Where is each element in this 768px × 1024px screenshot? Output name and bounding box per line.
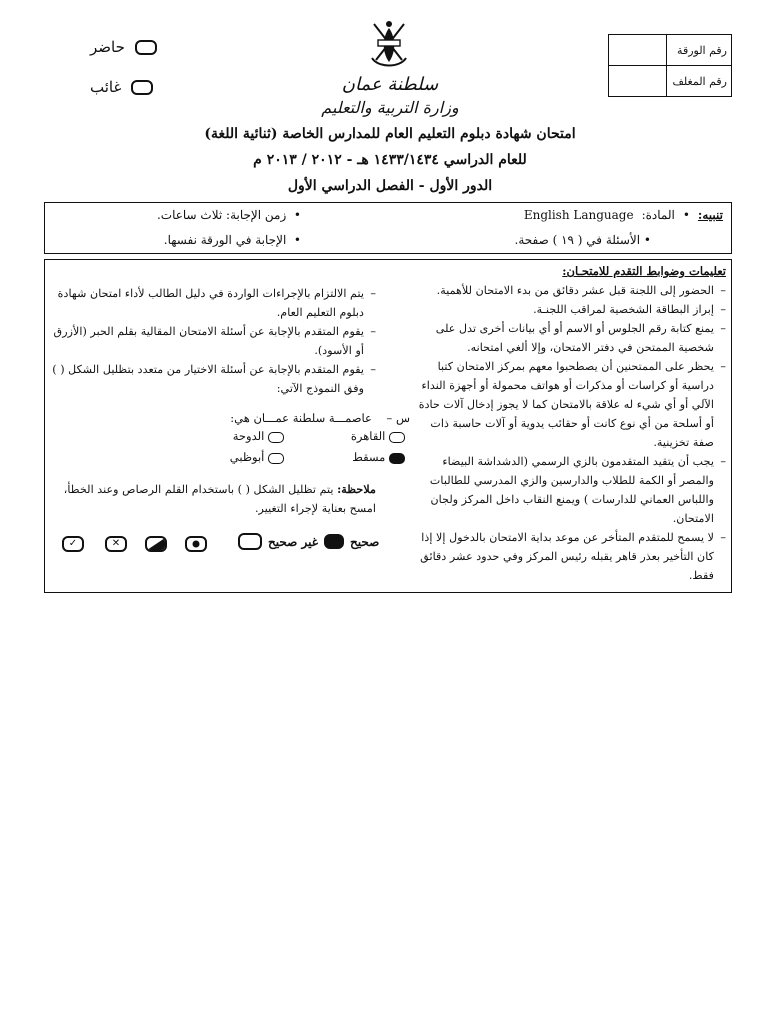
- option-muscat[interactable]: مسقط: [352, 450, 405, 464]
- option-cairo[interactable]: القاهرة: [351, 429, 405, 443]
- instruction-item: – يجب أن يتقيد المتقدمون بالزي الرسمي (الدشداشة البيضاء والمصر أو الكمة للطلاب والدارسين والزي المدرسي للطالبات واللباس العماني للدارسات ) ويمنع النقاب داخل المركز ولجان الامتحان.: [408, 452, 726, 528]
- exam-title: امتحان شهادة دبلوم التعليم العام للمدارس الخاصة (ثنائية اللغة): [204, 126, 576, 142]
- option-doha[interactable]: الدوحة: [233, 429, 284, 443]
- incorrect-label: غير صحيح: [268, 534, 318, 549]
- incorrect-mark-examples: [60, 536, 380, 558]
- present-label: حاضر: [90, 38, 125, 56]
- option-bubble-filled[interactable]: [389, 453, 405, 464]
- instruction-item: – يتم الالتزام بالإجراءات الواردة في دليل الطالب لأداء امتحان شهادة دبلوم التعليم العام.: [46, 284, 376, 322]
- envelope-number-field[interactable]: [609, 66, 667, 97]
- notice-box: تنبيه: • المادة: English Language • الأسئلة في ( ١٩ ) صفحة. • زمن الإجابة: ثلاث ساعات. • الإجابة في الورقة نفسها.: [44, 202, 732, 254]
- correct-label: صحيح: [350, 534, 380, 549]
- notice-label: تنبيه:: [697, 208, 723, 222]
- id-table: [608, 34, 732, 97]
- instructions-heading: تعليمات وضوابط التقدم للامتحـان:: [562, 264, 726, 278]
- oman-emblem-icon: [364, 18, 414, 72]
- instruction-item: – يحظر على الممتحنين أن يصطحبوا معهم بمركز الامتحان كتبا دراسية أو كراسات أو مذكرات أو هواتف محمولة أو أجهزة النداء الآلي أو أي شيء له علاقة بالامتحان كما لا يجوز إدخال آلات حادة أو أسلحة من أي نوع كانت أو حقائب يدوية أو آلات حاسبة ذات صفة تخزينية.: [408, 357, 726, 452]
- instruction-item: – إبراز البطاقة الشخصية لمراقب اللجنـة.: [408, 300, 726, 319]
- instruction-item: – يقوم المتقدم بالإجابة عن أسئلة الامتحان المقالية بقلم الحبر (الأزرق أو الأسود).: [46, 322, 376, 360]
- absent-label: غائب: [90, 78, 122, 96]
- note-text: يتم تظليل الشكل ( ) باستخدام القلم الرصاص وعند الخطأ، امسح بعناية لإجراء التغيير.: [63, 483, 376, 515]
- sultanate-name: سلطنة عمان: [341, 74, 439, 95]
- instruction-item: – الحضور إلى اللجنة قبل عشر دقائق من بدء الامتحان للأهمية.: [408, 281, 726, 300]
- subject-name: English Language: [523, 208, 634, 222]
- paper-number-label: رقم الورقة: [667, 35, 732, 66]
- sample-question-text: عاصمـــة سلطنة عمـــان هي:: [230, 411, 372, 425]
- ministry-name: وزارة التربية والتعليم: [321, 98, 459, 117]
- pages-count: الأسئلة في ( ١٩ ) صفحة.: [514, 233, 641, 247]
- note: [40, 480, 376, 518]
- instruction-item: – يقوم المتقدم بالإجابة عن أسئلة الاختيار من متعدد بتظليل الشكل ( ) وفق النموذج الآتي:: [46, 360, 376, 398]
- instructions-right-column: [408, 262, 726, 585]
- instruction-item: – يمنع كتابة رقم الجلوس أو الاسم أو أي بيانات أخرى تدل على شخصية الممتحن في دفتر الامتحان، وإلا ألغي امتحانه.: [408, 319, 726, 357]
- instruction-item: – لا يسمح للمتقدم المتأخر عن موعد بداية الامتحان بالدخول إلا إذا كان التأخير بعذر قاهر يقبله رئيس المركز وفي حدود عشر دقائق فقط.: [408, 528, 726, 585]
- present-option[interactable]: [90, 38, 157, 56]
- absent-option[interactable]: [90, 78, 153, 96]
- instructions-left-column: [46, 284, 376, 398]
- answer-location: الإجابة في الورقة نفسها.: [163, 233, 287, 247]
- exam-session: الدور الأول - الفصل الدراسي الأول: [287, 178, 493, 194]
- option-bubble[interactable]: [268, 453, 284, 464]
- check-mark-icon: ✓: [62, 536, 84, 552]
- subject-prefix: المادة:: [641, 208, 675, 222]
- answer-duration: زمن الإجابة: ثلاث ساعات.: [156, 208, 287, 222]
- present-bubble[interactable]: [135, 40, 157, 55]
- sample-question-prefix: س –: [386, 411, 410, 425]
- absent-bubble[interactable]: [131, 80, 153, 95]
- dot-mark-icon: [185, 536, 207, 552]
- cross-mark-icon: ✕: [105, 536, 127, 552]
- note-label: ملاحظة:: [337, 482, 376, 496]
- paper-number-field[interactable]: [609, 35, 667, 66]
- partial-fill-mark-icon: [145, 536, 167, 552]
- exam-year: للعام الدراسي ١٤٣٣/١٤٣٤ هـ - ٢٠١٢ / ٢٠١٣ م: [253, 152, 527, 168]
- option-bubble[interactable]: [389, 432, 405, 443]
- option-abudhabi[interactable]: أبوظبي: [230, 450, 284, 464]
- envelope-number-label: رقم المغلف: [667, 66, 732, 97]
- option-bubble[interactable]: [268, 432, 284, 443]
